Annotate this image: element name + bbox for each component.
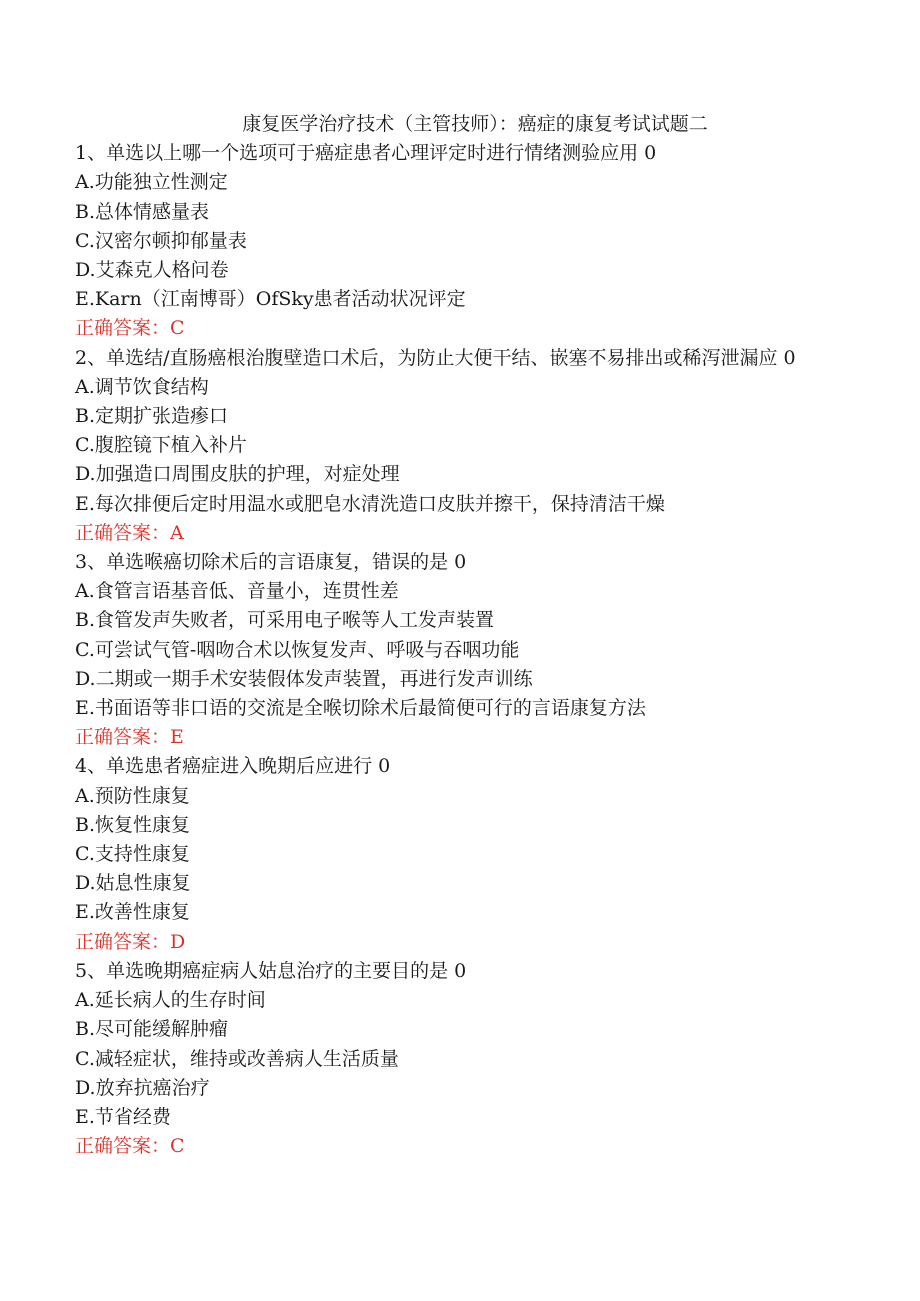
option-d: D.姑息性康复 <box>75 872 191 895</box>
option-d: D.加强造口周围皮肤的护理，对症处理 <box>75 463 400 486</box>
correct-answer: 正确答案：C <box>75 317 185 340</box>
question-text: 2、单选结/直肠癌根治腹壁造口术后，为防止大便干结、嵌塞不易排出或稀泻泄漏应 0 <box>75 346 796 369</box>
question-2 <box>75 344 845 548</box>
option-d: D.放弃抗癌治疗 <box>75 1076 210 1099</box>
option-a: A.预防性康复 <box>75 784 190 807</box>
option-b: B.总体情感量表 <box>75 200 210 223</box>
question-1 <box>75 139 845 343</box>
option-a: A.功能独立性测定 <box>75 171 228 194</box>
option-d: D.二期或一期手术安装假体发声装置，再进行发声训练 <box>75 667 533 690</box>
option-e: E.每次排便后定时用温水或肥皂水清洗造口皮肤并擦干，保持清洁干燥 <box>75 492 665 515</box>
question-text: 4、单选患者癌症进入晚期后应进行 0 <box>75 755 391 778</box>
question-3 <box>75 548 845 752</box>
option-e: E.节省经费 <box>75 1105 171 1128</box>
correct-answer: 正确答案：A <box>75 521 184 544</box>
option-b: B.恢复性康复 <box>75 813 191 836</box>
question-text: 1、单选以上哪一个选项可于癌症患者心理评定时进行情绪测验应用 0 <box>75 142 657 165</box>
option-b: B.食管发声失败者，可采用电子喉等人工发声装置 <box>75 609 495 632</box>
option-a: A.延长病人的生存时间 <box>75 989 266 1012</box>
correct-answer: 正确答案：E <box>75 726 184 749</box>
option-c: C.汉密尔顿抑郁量表 <box>75 229 247 252</box>
option-e: E.书面语等非口语的交流是全喉切除术后最简便可行的言语康复方法 <box>75 697 646 720</box>
option-d: D.艾森克人格问卷 <box>75 259 229 282</box>
document-content <box>75 110 845 1161</box>
option-e: E.Karn（江南博哥）OfSky患者活动状况评定 <box>75 288 466 311</box>
option-c: C.减轻症状，维持或改善病人生活质量 <box>75 1047 399 1070</box>
option-c: C.腹腔镜下植入补片 <box>75 434 247 457</box>
question-text: 5、单选晚期癌症病人姑息治疗的主要目的是 0 <box>75 959 467 982</box>
question-text: 3、单选喉癌切除术后的言语康复，错误的是 0 <box>75 551 467 574</box>
option-c: C.可尝试气管-咽吻合术以恢复发声、呼吸与吞咽功能 <box>75 638 520 661</box>
option-c: C.支持性康复 <box>75 843 190 866</box>
option-a: A.调节饮食结构 <box>75 375 209 398</box>
correct-answer: 正确答案：D <box>75 930 186 953</box>
option-a: A.食管言语基音低、音量小，连贯性差 <box>75 580 399 603</box>
document-title: 康复医学治疗技术（主管技师）：癌症的康复考试试题二 <box>242 113 708 135</box>
question-5 <box>75 957 845 1161</box>
correct-answer: 正确答案：C <box>75 1135 185 1158</box>
option-b: B.定期扩张造瘆口 <box>75 405 229 428</box>
question-4 <box>75 752 845 956</box>
option-e: E.改善性康复 <box>75 901 190 924</box>
option-b: B.尽可能缓解肿瘤 <box>75 1018 229 1041</box>
